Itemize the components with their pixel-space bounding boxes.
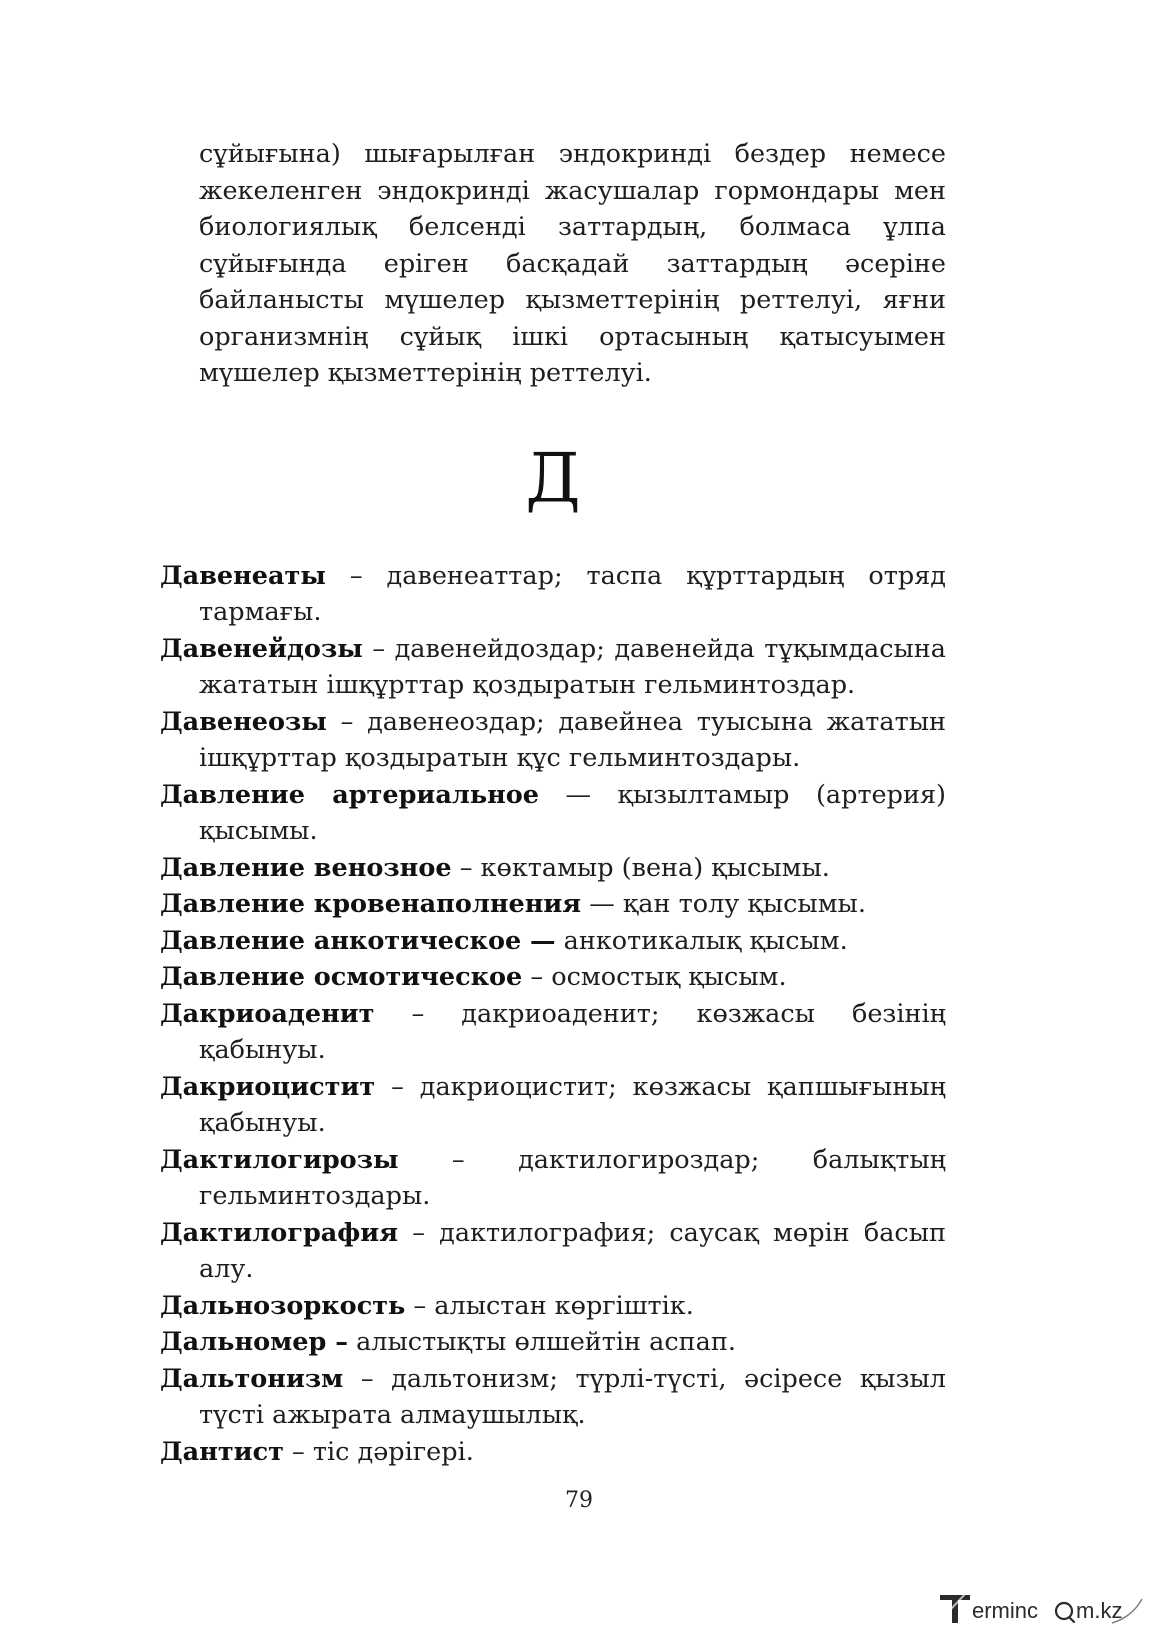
entry-term: Дальнозоркость xyxy=(160,1290,406,1321)
dictionary-entry xyxy=(160,631,946,704)
entry-definition: – осмостық қысым. xyxy=(522,962,787,992)
continuation-paragraph: сұйығына) шығарылған эндокринді бездер немесе жекеленген эндокринді жасушалар гормондары мен биологиялық белсенді заттардың, болмаса ұлпа сұйығында еріген басқадай заттардың әсеріне байланысты мүшелер қызметтерінің реттелуі, яғни организмнің сұйық ішкі ортасының қатысуымен мүшелер қызметтерінің реттелуі. xyxy=(199,139,946,388)
dictionary-page xyxy=(160,136,946,1470)
entry-definition: — қан толу қысымы. xyxy=(581,889,866,919)
entry-term: Давление осмотическое xyxy=(160,962,523,992)
entry-term: Дактилогирозы xyxy=(160,1144,399,1175)
dictionary-entry xyxy=(160,1434,946,1471)
entry-definition: – давенейдоздар; давенейда тұқымдасына жататын ішқұрттар қоздыратын гельминтоздар. xyxy=(199,633,946,700)
entry-term: Давенейдозы xyxy=(160,633,363,664)
entry-term: Давенеаты xyxy=(160,560,326,591)
entry-definition: – дактилография; саусақ мөрін басып алу. xyxy=(199,1217,946,1284)
dictionary-entry xyxy=(160,959,946,996)
entry-term: Давление артериальное xyxy=(160,779,540,810)
svg-text:erminc: erminc xyxy=(972,1598,1039,1623)
entry-list xyxy=(160,558,946,1471)
entry-definition: – дакриоцистит; көзжасы қапшығының қабынуы. xyxy=(199,1071,946,1138)
entry-term: Дальтонизм xyxy=(160,1363,344,1394)
page-number: 79 xyxy=(565,1488,593,1513)
entry-definition: – дакриоаденит; көзжасы безінің қабынуы. xyxy=(199,998,946,1065)
letter-heading: Д xyxy=(525,439,581,519)
entry-term: Давенеозы xyxy=(160,706,327,737)
dictionary-entry xyxy=(160,558,946,631)
entry-term: Дакриоаденит xyxy=(160,998,375,1029)
entry-definition: анкотикалық қысым. xyxy=(555,925,848,956)
dictionary-entry xyxy=(160,850,946,887)
dictionary-entry xyxy=(160,996,946,1069)
svg-text:m.kz: m.kz xyxy=(1076,1598,1123,1623)
entry-definition: – көктамыр (вена) қысымы. xyxy=(451,852,830,883)
magnifier-o-icon xyxy=(1056,1603,1074,1622)
entry-definition: – давенеоздар; давейнеа туысына жататын ішқұрттар қоздыратын құс гельминтоздары. xyxy=(199,706,946,773)
dictionary-entry xyxy=(160,886,946,923)
dictionary-entry xyxy=(160,923,946,960)
entry-term: Давление анкотическое — xyxy=(160,925,556,956)
entry-term: Дальномер – xyxy=(160,1327,348,1357)
entry-definition: – давенеаттар; таспа құрттардың отряд тармағы. xyxy=(199,560,946,627)
dictionary-entry xyxy=(160,1069,946,1142)
dictionary-entry xyxy=(160,1142,946,1215)
dictionary-entry xyxy=(160,704,946,777)
entry-term: Дактилография xyxy=(160,1217,399,1248)
entry-term: Давление кровенаполнения xyxy=(160,889,582,919)
entry-definition: — қызылтамыр (артерия) қысымы. xyxy=(199,779,946,846)
dictionary-entry xyxy=(160,1288,946,1325)
watermark-logo xyxy=(936,1587,1146,1627)
entry-definition: – дактилогироздар; балықтың гельминтоздары. xyxy=(199,1144,946,1211)
dictionary-entry xyxy=(160,1215,946,1288)
entry-definition: – тіс дәрігері. xyxy=(283,1436,474,1467)
dictionary-entry xyxy=(160,777,946,850)
entry-term: Дантист xyxy=(160,1436,284,1467)
entry-term: Давление венозное xyxy=(160,852,452,883)
dictionary-entry xyxy=(160,1361,946,1434)
entry-term: Дакриоцистит xyxy=(160,1071,376,1102)
entry-definition: – дальтонизм; түрлі-түсті, әсіресе қызыл түсті ажырата алмаушылық. xyxy=(199,1363,946,1430)
dictionary-entry xyxy=(160,1324,946,1361)
entry-definition: алыстықты өлшейтін аспап. xyxy=(348,1327,736,1357)
entry-definition: – алыстан көргіштік. xyxy=(405,1290,694,1321)
